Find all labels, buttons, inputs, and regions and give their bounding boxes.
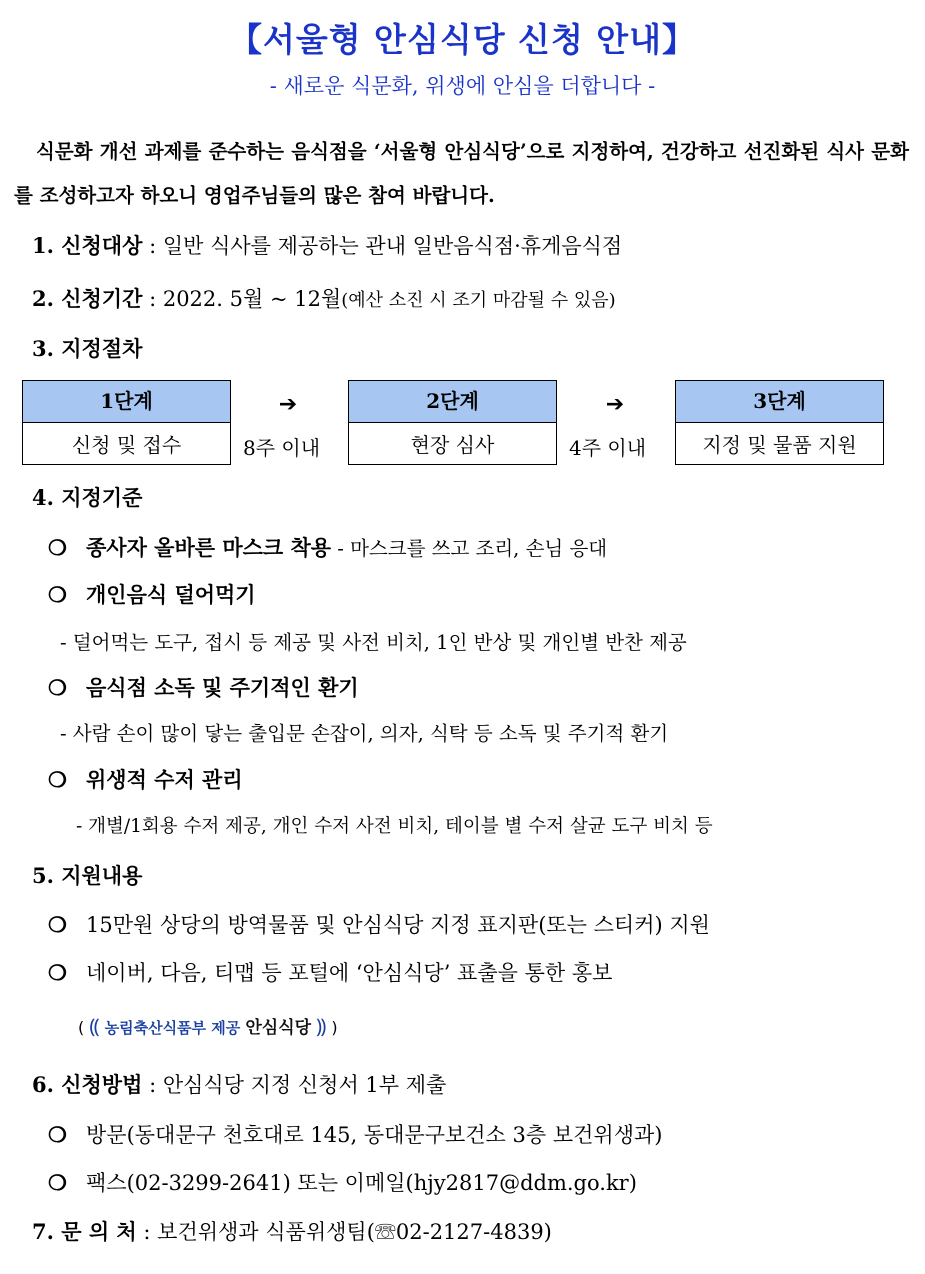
method-text: 팩스(02-3299-2641) 또는 이메일(hjy2817@ddm.go.kr) — [86, 1171, 637, 1195]
separator: : — [142, 287, 163, 311]
section-procedure — [32, 333, 142, 363]
laurel-right-icon: ⸩ — [316, 1014, 327, 1038]
support-item-2 — [48, 957, 612, 987]
separator: : — [136, 1220, 158, 1244]
section-method — [32, 1069, 446, 1099]
criteria-item-2 — [48, 579, 256, 609]
support-item-1 — [48, 909, 710, 939]
section-period — [32, 283, 616, 313]
criteria-title: 위생적 수저 관리 — [86, 767, 243, 792]
criteria-desc: - 사람 손이 많이 닿는 출입문 손잡이, 의자, 식탁 등 소독 및 주기적 환기 — [60, 722, 669, 745]
section-value: 2022. 5월 ~ 12월 — [162, 287, 342, 311]
intro-paragraph: 식문화 개선 과제를 준수하는 음식점을 ‘서울형 안심식당’으로 지정하여, 건강하고 선진화된 식사 문화를 조성하고자 하오니 영업주님들의 많은 참여 바랍니다. — [14, 140, 909, 207]
section-criteria — [32, 482, 142, 512]
section-contact — [32, 1216, 552, 1246]
section-label: 2. 신청기간 — [32, 286, 143, 311]
section-value: 안심식당 지정 신청서 1부 제출 — [162, 1073, 447, 1097]
logo-brand: 안심식당 — [245, 1018, 312, 1038]
step-gap-2: 4주 이내 — [569, 436, 647, 460]
arrow-right-icon: ➔ — [278, 392, 298, 417]
bullet-circle-icon: ❍ — [48, 1122, 67, 1147]
criteria-desc: - 개별/1회용 수저 제공, 개인 수저 사전 비치, 테이블 별 수저 살균 도구 비치 등 — [76, 816, 713, 837]
step-1-box — [22, 380, 231, 465]
bullet-circle-icon: ❍ — [48, 1170, 67, 1195]
paren-open: ( — [78, 1018, 85, 1037]
step-2-head: 2단계 — [349, 381, 556, 423]
section-support — [32, 860, 142, 890]
step-3-head: 3단계 — [676, 381, 883, 423]
criteria-item-3 — [48, 672, 359, 702]
section-value: 일반 식사를 제공하는 관내 일반음식점·휴게음식점 — [162, 234, 623, 258]
step-1-head: 1단계 — [23, 381, 230, 423]
section-label: 4. 지정기준 — [32, 485, 143, 510]
bullet-circle-icon: ❍ — [48, 582, 67, 607]
criteria-title: 개인음식 덜어먹기 — [86, 582, 256, 607]
support-text: 15만원 상당의 방역물품 및 안심식당 지정 표지판(또는 스티커) 지원 — [86, 913, 710, 937]
arrow-right-icon: ➔ — [605, 392, 625, 417]
separator: : — [142, 234, 163, 258]
page-subtitle: - 새로운 식문화, 위생에 안심을 더합니다 - — [269, 74, 656, 98]
bullet-circle-icon: ❍ — [48, 535, 67, 560]
laurel-left-icon: ⸨ — [89, 1014, 100, 1038]
section-label: 6. 신청방법 — [32, 1072, 143, 1097]
criteria-item-1 — [48, 532, 607, 562]
bullet-circle-icon: ❍ — [48, 767, 67, 792]
criteria-desc: - 덜어먹는 도구, 접시 등 제공 및 사전 비치, 1인 반상 및 개인별 반찬 제공 — [60, 631, 687, 654]
method-item-2 — [48, 1167, 637, 1197]
bullet-circle-icon: ❍ — [48, 675, 67, 700]
paren-close: ) — [331, 1018, 338, 1037]
step-3-body: 지정 및 물품 지원 — [702, 433, 857, 457]
support-text: 네이버, 다음, 티맵 등 포털에 ‘안심식당’ 표출을 통한 홍보 — [86, 961, 613, 985]
safe-restaurant-logo — [78, 1012, 338, 1039]
section-target — [32, 230, 622, 260]
section-label: 5. 지원내용 — [32, 863, 143, 888]
step-gap-1: 8주 이내 — [243, 436, 321, 460]
method-item-1 — [48, 1119, 662, 1149]
criteria-title: 음식점 소독 및 주기적인 환기 — [86, 675, 359, 700]
step-2-box — [348, 380, 557, 465]
criteria-item-4 — [48, 764, 243, 794]
section-label: 1. 신청대상 — [32, 233, 143, 258]
step-3-box — [675, 380, 884, 465]
logo-org: 농림축산식품부 제공 — [104, 1019, 241, 1037]
section-label: 3. 지정절차 — [32, 336, 143, 361]
step-1-body: 신청 및 접수 — [71, 433, 182, 457]
criteria-desc: - 마스크를 쓰고 조리, 손님 응대 — [331, 537, 608, 560]
bullet-circle-icon: ❍ — [48, 912, 67, 937]
period-note: (예산 소진 시 조기 마감될 수 있음) — [341, 290, 616, 311]
bullet-circle-icon: ❍ — [48, 960, 67, 985]
page-title: 【서울형 안심식당 신청 안내】 — [228, 20, 697, 59]
step-2-body: 현장 심사 — [410, 433, 495, 457]
section-value: 보건위생과 식품위생팀(☏02-2127-4839) — [157, 1220, 552, 1244]
criteria-title: 종사자 올바른 마스크 착용 — [86, 535, 332, 560]
section-label: 7. 문 의 처 — [32, 1219, 137, 1244]
method-text: 방문(동대문구 천호대로 145, 동대문구보건소 3층 보건위생과) — [86, 1123, 663, 1147]
separator: : — [142, 1073, 163, 1097]
